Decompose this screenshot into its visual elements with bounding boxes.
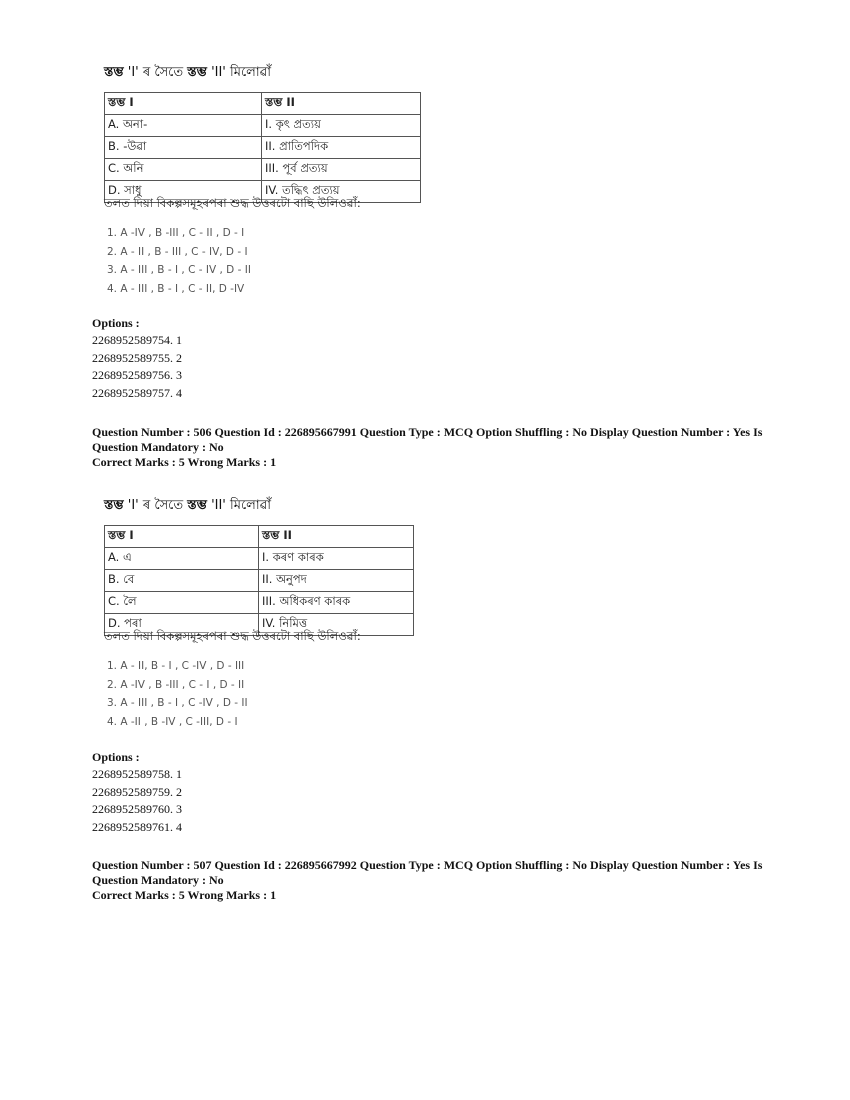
option-id: 2268952589759. 2 [92,784,182,799]
table-cell: D. পৰা [105,614,259,636]
table-cell: III. অধিকৰণ কাৰক [259,592,414,614]
question-507-meta [92,858,772,903]
option-id: 2268952589761. 4 [92,819,182,834]
table-cell: III. পূৰ্ব প্ৰত্যয় [262,159,421,181]
column-1-header: স্তম্ভ I [105,526,259,548]
instruction-506: তলত দিয়া বিকল্পসমূহৰপৰা শুদ্ধ উত্তৰটো বাছি উলিওৱাঁ: [104,629,361,643]
table-cell: B. বে [105,570,259,592]
option-id: 2268952589754. 1 [92,333,182,347]
choice-list-506 [107,657,248,731]
question-info: Question Number : 507 Question Id : 226895667992 Question Type : MCQ Option Shuffling : No Display Question Number : Yes Is Question Mandatory : No [92,858,763,887]
table-row [105,548,414,570]
list-item: 4. A -II , B -IV , C -III, D - I [107,715,238,728]
table-cell: C. অনি [105,159,262,181]
list-item: 2. A -IV , B -III , C - I , D - II [107,678,245,691]
table-row [105,159,421,181]
list-item: 3. A - III , B - I , C -IV , D - II [107,697,248,709]
options-list-506 [92,766,182,836]
question-506-heading: স্তম্ভ 'I' ৰ সৈতে স্তম্ভ 'II' মিলোৱাঁ [104,498,272,513]
column-2-header: স্তম্ভ II [262,93,421,115]
table-cell: A. এ [105,548,259,570]
table-cell: I. কৃৎ প্ৰত্যয় [262,115,421,137]
table-cell: D. সাধু [105,181,262,203]
table-cell: I. কৰণ কাৰক [259,548,414,570]
table-cell: IV. তদ্ধিৎ প্ৰত্যয় [262,181,421,203]
question-info: Question Number : 506 Question Id : 226895667991 Question Type : MCQ Option Shuffling : No Display Question Number : Yes Is Question Mandatory : No [92,425,763,454]
option-id: 2268952589757. 4 [92,385,182,400]
options-label-506: Options : [92,750,140,764]
table-row [105,592,414,614]
table-cell: II. অনুপদ [259,570,414,592]
marks-info: Correct Marks : 5 Wrong Marks : 1 [92,455,277,469]
column-1-header: স্তম্ভ I [105,93,262,115]
table-row [105,115,421,137]
column-2-header: স্তম্ভ II [259,526,414,548]
table-cell: A. অনা- [105,115,262,137]
list-item: 3. A - III , B - I , C - IV , D - II [107,264,251,276]
options-list-505 [92,332,182,402]
list-item: 1. A - II, B - I , C -IV , D - III [107,660,245,672]
option-id: 2268952589756. 3 [92,368,182,382]
instruction-505: তলত দিয়া বিকল্পসমূহৰপৰা শুদ্ধ উত্তৰটো বাছি উলিওৱাঁ: [104,196,361,210]
list-item: 2. A - II , B - III , C - IV, D - I [107,245,248,258]
list-item: 1. A -IV , B -III , C - II , D - I [107,227,245,239]
table-row [105,137,421,159]
table-cell: C. লৈ [105,592,259,614]
table-cell: II. প্ৰাতিপদিক [262,137,421,159]
option-id: 2268952589755. 2 [92,350,182,365]
match-table-506 [104,525,414,636]
marks-info: Correct Marks : 5 Wrong Marks : 1 [92,888,277,902]
table-cell: IV. নিমিত্ত [259,614,414,636]
question-506-meta [92,425,772,470]
question-505-heading: স্তম্ভ 'I' ৰ সৈতে স্তম্ভ 'II' মিলোৱাঁ [104,65,272,80]
table-header-row [105,526,414,548]
choice-list-505 [107,224,251,298]
table-header-row [105,93,421,115]
list-item: 4. A - III , B - I , C - II, D -IV [107,282,245,295]
table-cell: B. -উৱা [105,137,262,159]
option-id: 2268952589760. 3 [92,802,182,816]
table-row [105,570,414,592]
match-table-505 [104,92,421,203]
option-id: 2268952589758. 1 [92,767,182,781]
options-label-505: Options : [92,316,140,330]
